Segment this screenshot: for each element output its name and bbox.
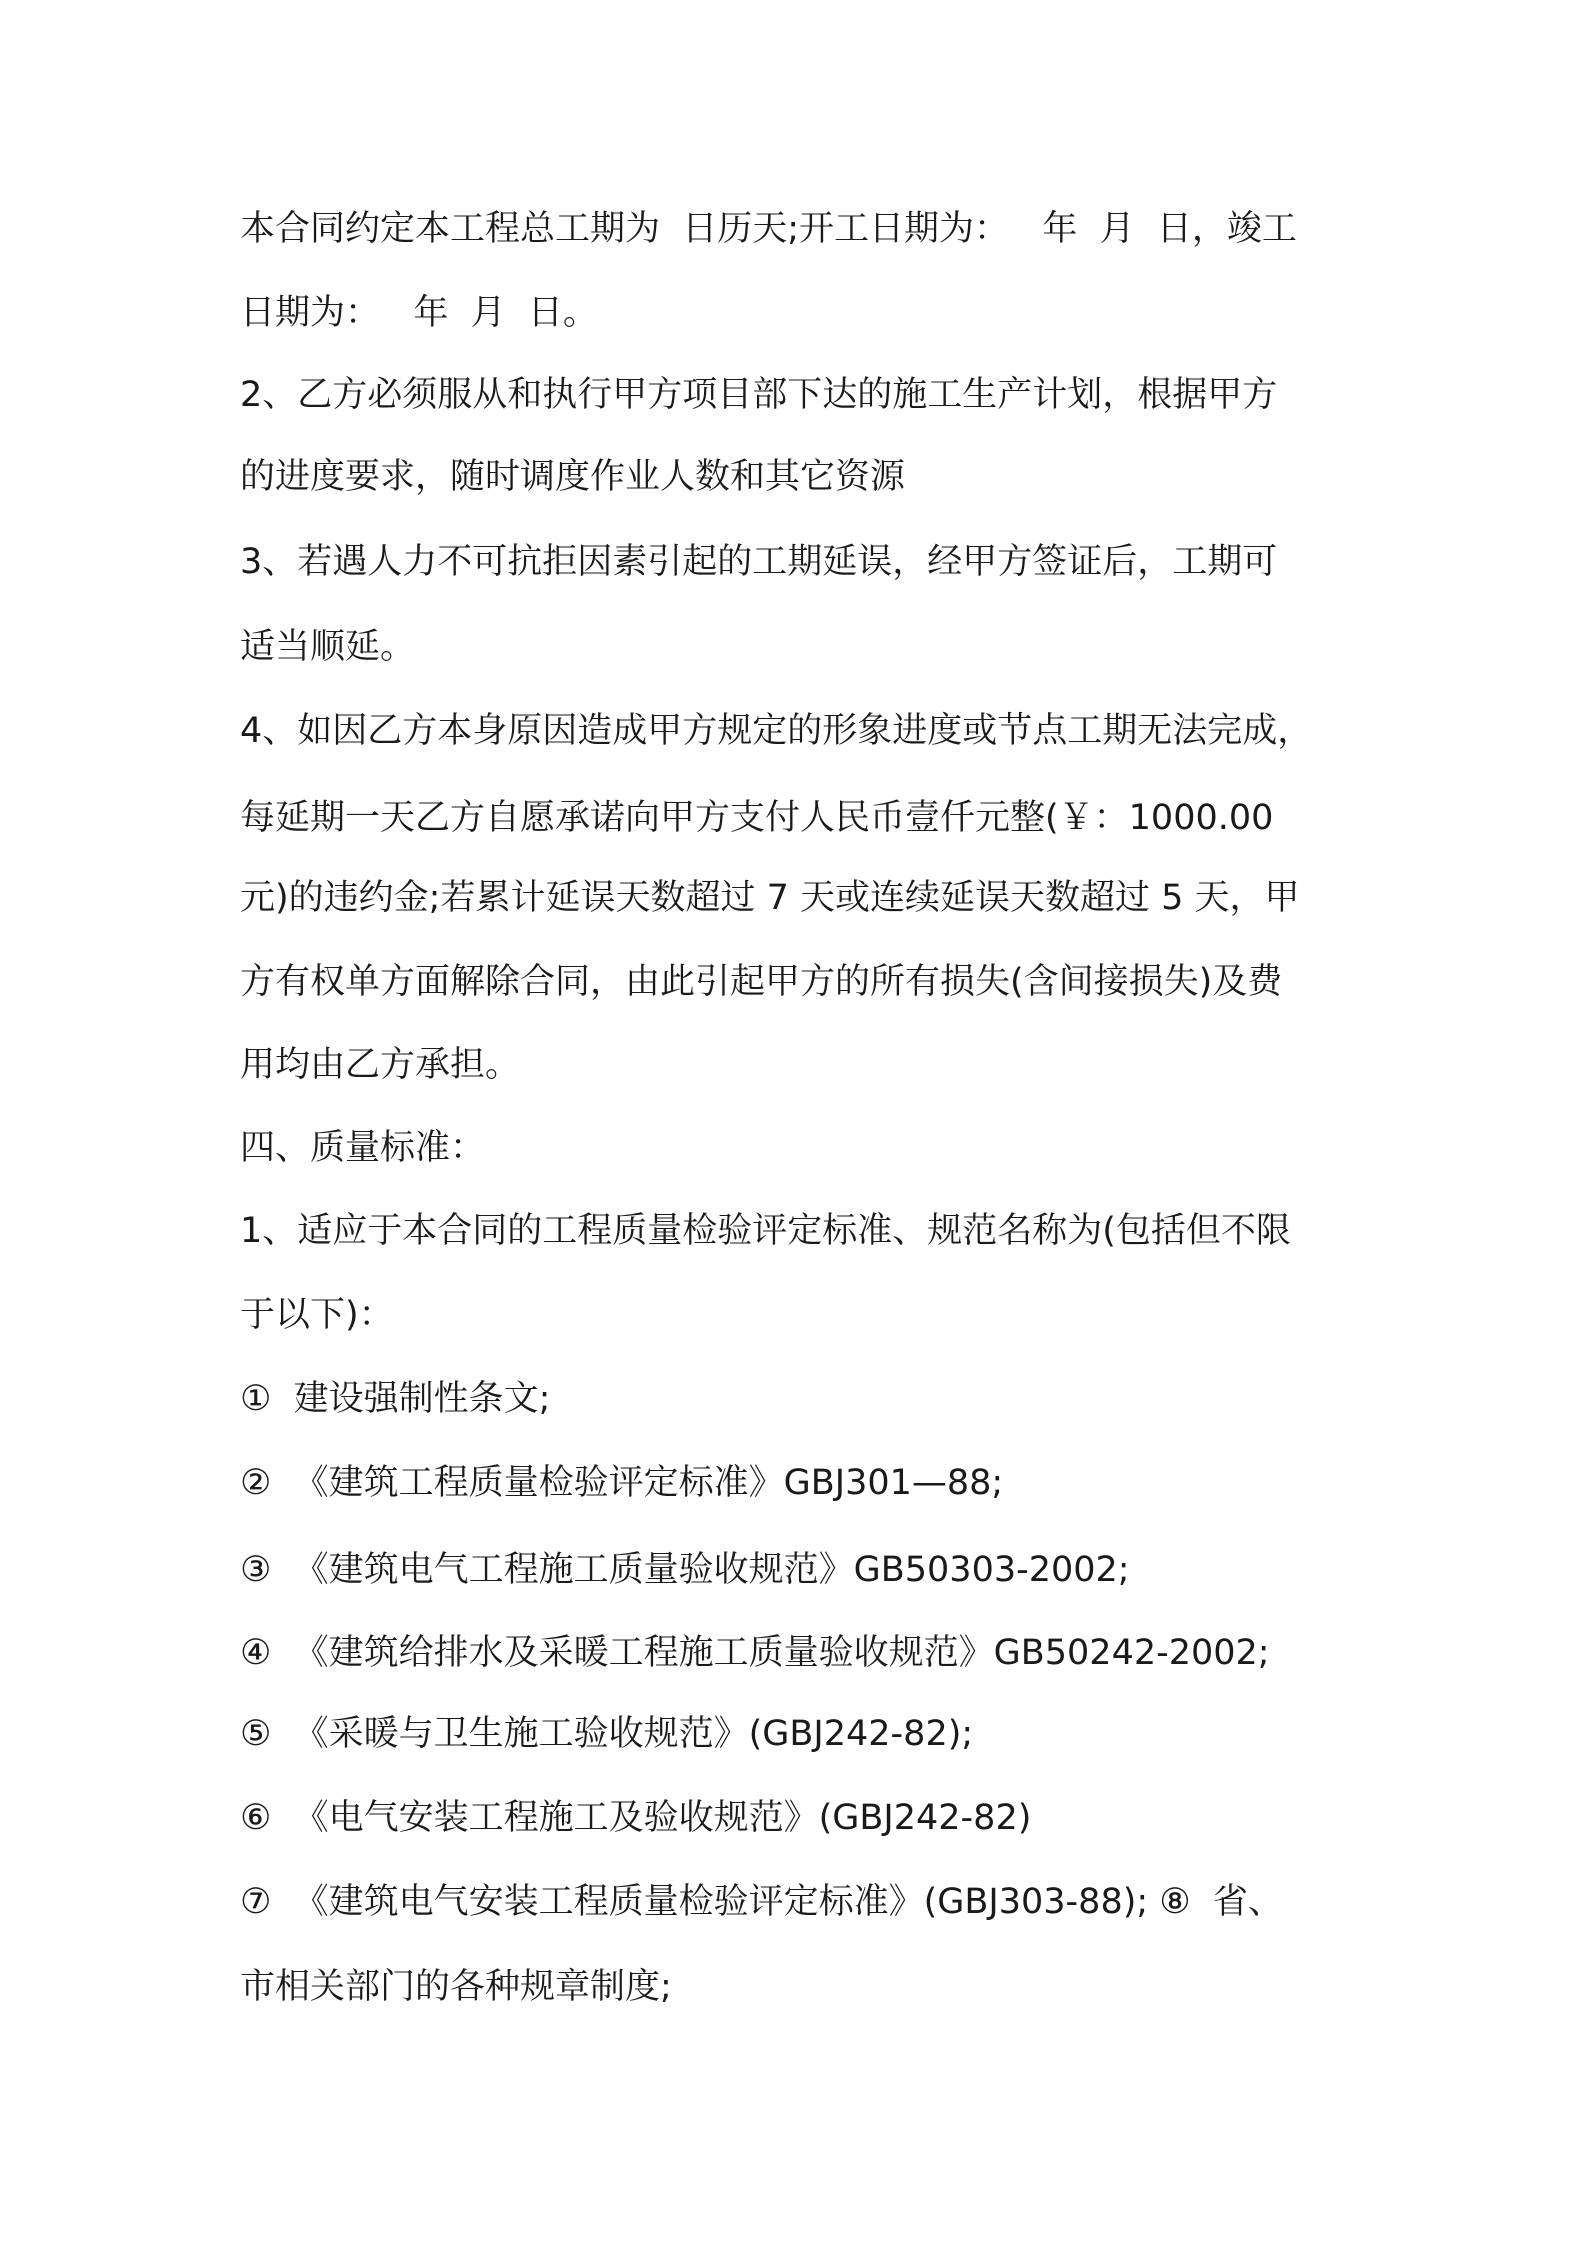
standard-item-4: ④ 《建筑给排水及采暖工程施工质量验收规范》GB50242-2002;	[240, 1633, 1270, 1673]
clause-4-line-3: 元)的违约金;若累计延误天数超过 7 天或连续延误天数超过 5 天，甲	[240, 878, 1300, 918]
standard-item-2: ② 《建筑工程质量检验评定标准》GBJ301—88;	[240, 1463, 1004, 1503]
clause-4-line-1: 4、如因乙方本身原因造成甲方规定的形象进度或节点工期无法完成，	[240, 711, 1313, 751]
paragraph-line-schedule: 本合同约定本工程总工期为 日历天;开工日期为： 年 月 日，竣工	[240, 209, 1297, 249]
quality-clause-1-line-2: 于以下)：	[240, 1295, 394, 1335]
clause-4-line-2: 每延期一天乙方自愿承诺向甲方支付人民币壹仟元整(￥：1000.00	[240, 798, 1274, 838]
standard-item-6: ⑥ 《电气安装工程施工及验收规范》(GBJ242-82)	[240, 1798, 1032, 1838]
standard-item-8-continuation: 市相关部门的各种规章制度;	[240, 1967, 672, 2007]
standard-item-1: ① 建设强制性条文;	[240, 1379, 551, 1419]
section-heading-quality-standard: 四、质量标准：	[240, 1128, 486, 1168]
clause-3-line-2: 适当顺延。	[240, 627, 416, 667]
clause-3-line-1: 3、若遇人力不可抗拒因素引起的工期延误，经甲方签证后，工期可	[240, 542, 1278, 582]
clause-4-line-5: 用均由乙方承担。	[240, 1045, 521, 1085]
standard-item-7-8: ⑦ 《建筑电气安装工程质量检验评定标准》(GBJ303-88); ⑧ 省、	[240, 1882, 1283, 1922]
clause-2-line-1: 2、乙方必须服从和执行甲方项目部下达的施工生产计划，根据甲方	[240, 375, 1278, 415]
clause-4-line-4: 方有权单方面解除合同，由此引起甲方的所有损失(含间接损失)及费	[240, 962, 1283, 1002]
clause-2-line-2: 的进度要求，随时调度作业人数和其它资源	[240, 457, 906, 497]
standard-item-3: ③ 《建筑电气工程施工质量验收规范》GB50303-2002;	[240, 1550, 1130, 1590]
standard-item-5: ⑤ 《采暖与卫生施工验收规范》(GBJ242-82);	[240, 1714, 974, 1754]
quality-clause-1-line-1: 1、适应于本合同的工程质量检验评定标准、规范名称为(包括但不限	[240, 1211, 1291, 1251]
paragraph-line-completion-date: 日期为： 年 月 日。	[240, 293, 598, 333]
